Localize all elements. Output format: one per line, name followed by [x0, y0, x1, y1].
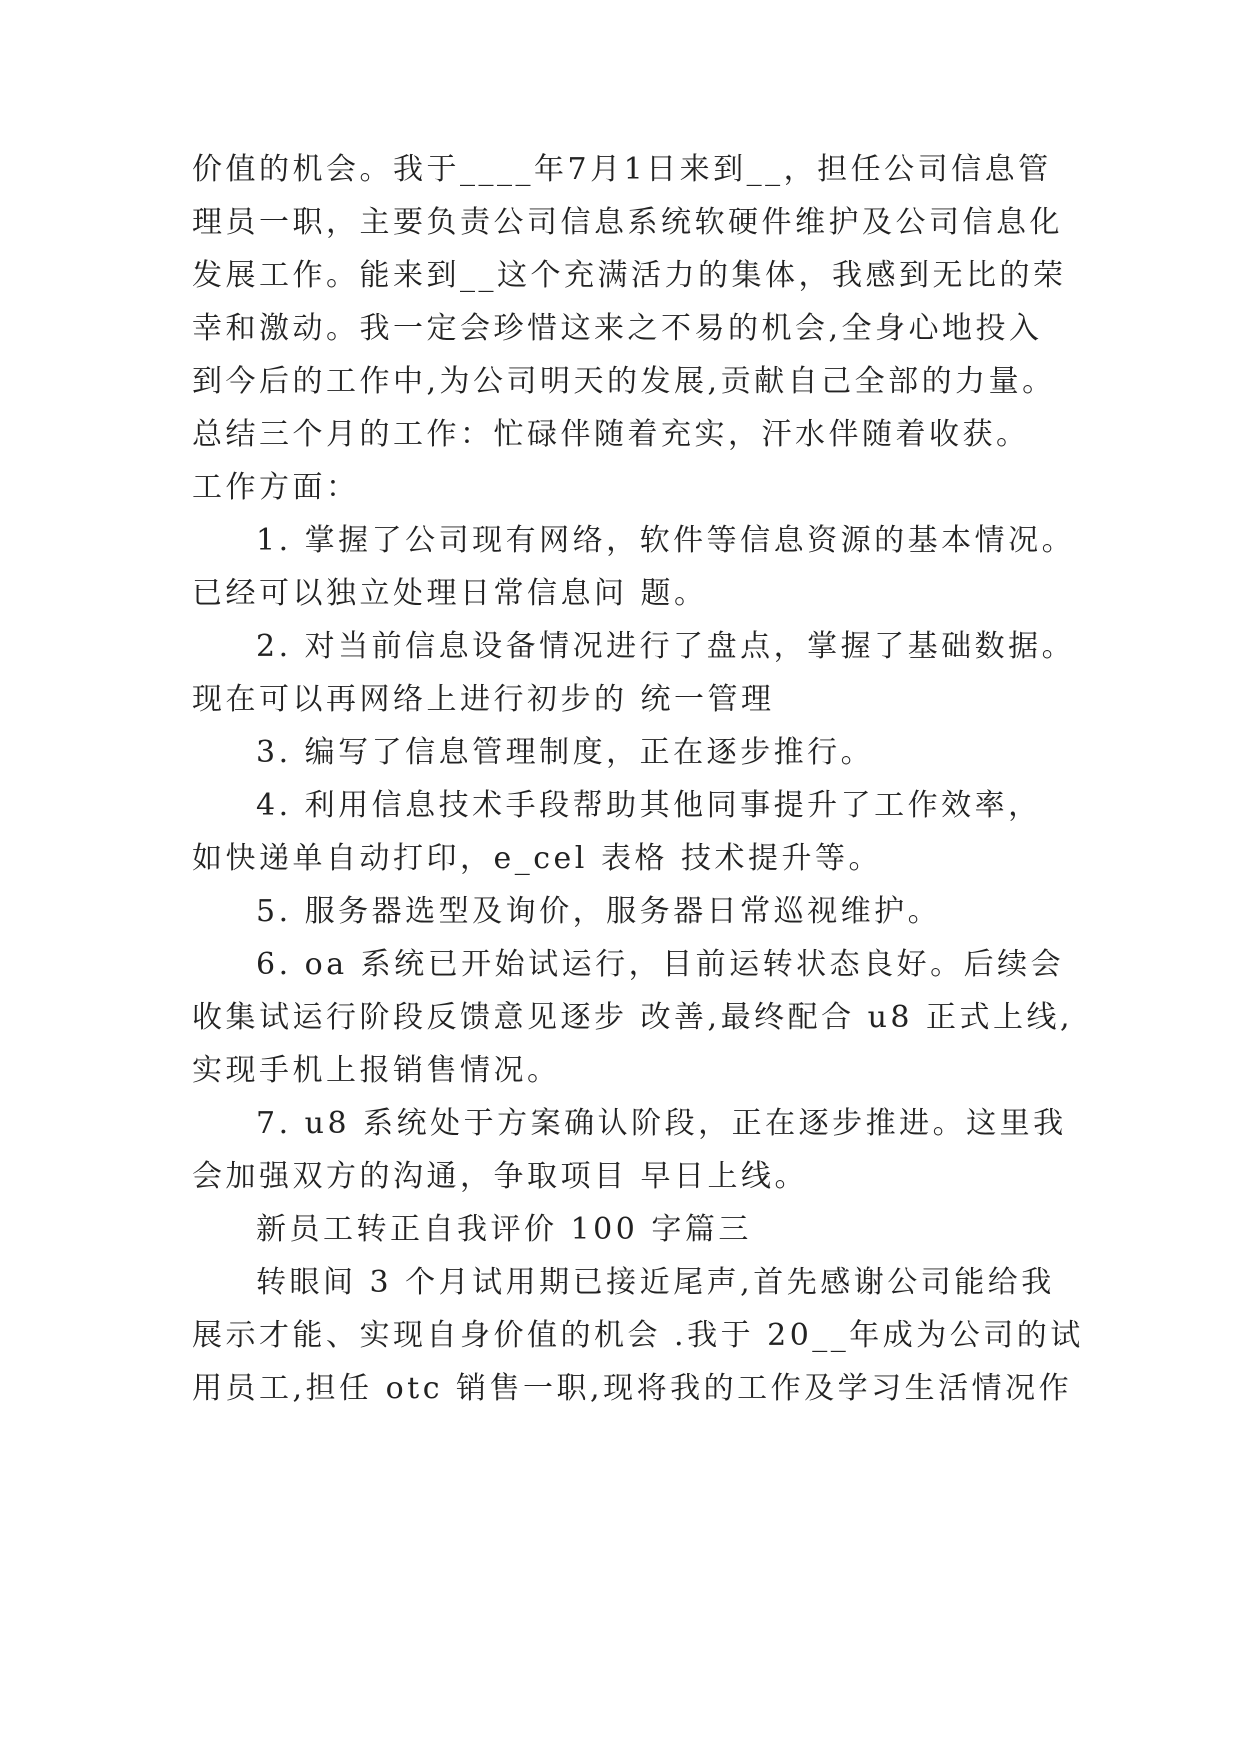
list-item: 1. 掌握了公司现有网络，软件等信息资源的基本情况。 [256, 523, 1076, 558]
text-line: 发展工作。能来到__这个充满活力的集体，我感到无比的荣 [192, 258, 1067, 293]
list-item: 5. 服务器选型及询价，服务器日常巡视维护。 [256, 894, 942, 929]
text-line: 会加强双方的沟通，争取项目 早日上线。 [192, 1159, 809, 1194]
section-title: 新员工转正自我评价 100 字篇三 [256, 1212, 752, 1247]
list-item: 3. 编写了信息管理制度，正在逐步推行。 [256, 735, 875, 770]
text-line: 总结三个月的工作：忙碌伴随着充实，汗水伴随着收获。 [192, 417, 1030, 452]
text-line: 用员工,担任 otc 销售一职,现将我的工作及学习生活情况作 [192, 1371, 1073, 1406]
list-item: 6. oa 系统已开始试运行，目前运转状态良好。后续会 [256, 947, 1065, 982]
text-line: 收集试运行阶段反馈意见逐步 改善,最终配合 u8 正式上线, [192, 1000, 1074, 1035]
text-line: 幸和激动。我一定会珍惜这来之不易的机会,全身心地投入 [192, 311, 1043, 346]
list-item: 2. 对当前信息设备情况进行了盘点，掌握了基础数据。 [256, 629, 1076, 664]
text-line: 价值的机会。我于____年7月1日来到__，担任公司信息管 [192, 152, 1052, 187]
text-line: 现在可以再网络上进行初步的 统一管理 [192, 682, 775, 717]
section-heading: 工作方面： [192, 470, 360, 505]
text-line: 已经可以独立处理日常信息问 题。 [192, 576, 708, 611]
text-line: 实现手机上报销售情况。 [192, 1053, 561, 1088]
list-item: 4. 利用信息技术手段帮助其他同事提升了工作效率， [256, 788, 1042, 823]
paragraph-line: 转眼间 3 个月试用期已接近尾声,首先感谢公司能给我 [256, 1265, 1055, 1300]
text-line: 理员一职，主要负责公司信息系统软硬件维护及公司信息化 [192, 205, 1063, 240]
text-line: 到今后的工作中,为公司明天的发展,贡献自己全部的力量。 [192, 364, 1056, 399]
text-line: 如快递单自动打印，e_cel 表格 技术提升等。 [192, 841, 882, 876]
text-line: 展示才能、实现自身价值的机会 .我于 20__年成为公司的试 [192, 1318, 1084, 1353]
list-item: 7. u8 系统处于方案确认阶段，正在逐步推进。这里我 [256, 1106, 1067, 1141]
